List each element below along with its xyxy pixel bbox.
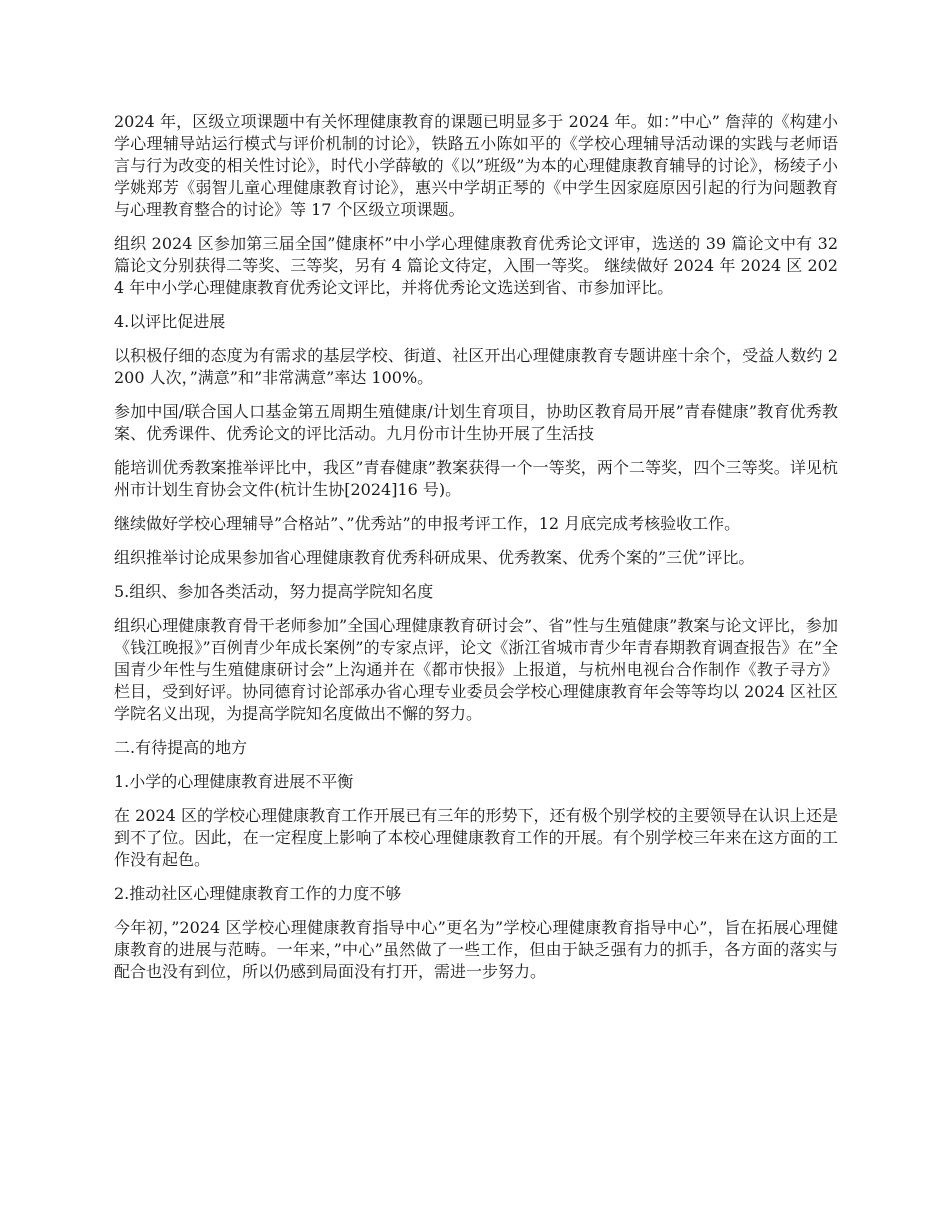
paragraph-three-excellence: 组织推举讨论成果参加省心理健康教育优秀科研成果、优秀教案、优秀个案的”三优”评比。 bbox=[114, 548, 755, 567]
section-heading-4: 4.以评比促进展 bbox=[114, 312, 226, 331]
document-body bbox=[114, 111, 838, 995]
subheading-uneven-development: 1.小学的心理健康教育进展不平衡 bbox=[114, 772, 354, 791]
paragraph-un-project: 参加中国/联合国人口基金第五周期生殖健康/计划生育项目，协助区教育局开展”青春健康”教育优秀教案、优秀课件、优秀论文的评比活动。九月份市计生协开展了生活技 bbox=[114, 402, 838, 443]
paragraph-community-effort: 今年初，”2024 区学校心理健康教育指导中心”更名为”学校心理健康教育指导中心”，旨在拓展心理健康教育的进展与范畴。一年来，”中心”虽然做了一些工作，但由于缺乏强有力的抓手，各方面的落实与配合也没有到位，所以仍感到局面没有打开，需进一步努力。 bbox=[114, 918, 838, 981]
section-heading-5: 5.组织、参加各类活动，努力提高学院知名度 bbox=[114, 582, 434, 601]
subheading-community-effort: 2.推动社区心理健康教育工作的力度不够 bbox=[114, 884, 402, 903]
paragraph-activities: 组织心理健康教育骨干老师参加”全国心理健康教育研讨会”、省”性与生殖健康”教案与论文评比，参加《钱江晚报》”百例青少年成长案例”的专家点评，论文《浙江省城市青少年青春期教育调查报告》在”全国青少年性与生殖健康研讨会”上沟通并在《都市快报》上报道，与杭州电视台合作制作《教子寻方》栏目，受到好评。协同德育讨论部承办省心理专业委员会学校心理健康教育年会等等均以 2024 区社区学院名义出现，为提高学院知名度做出不懈的努力。 bbox=[114, 616, 838, 723]
section-heading-improvements: 二.有待提高的地方 bbox=[114, 738, 248, 757]
paragraph-uneven-development: 在 2024 区的学校心理健康教育工作开展已有三年的形势下，还有极个别学校的主要领导在认识上还是到不了位。因此，在一定程度上影响了本校心理健康教育工作的开展。有个别学校三年来在这方面的工作没有起色。 bbox=[114, 806, 838, 869]
paragraph-lectures: 以积极仔细的态度为有需求的基层学校、街道、社区开出心理健康教育专题讲座十余个，受益人数约 2200 人次，”满意”和”非常满意”率达 100%。 bbox=[114, 346, 838, 387]
paragraph-lesson-plan-awards: 能培训优秀教案推举评比中，我区”青春健康”教案获得一个一等奖，两个二等奖，四个三等奖。详见杭州市计划生育协会文件(杭计生协[2024]16 号)。 bbox=[114, 458, 838, 499]
paragraph-essay-competition: 组织 2024 区参加第三届全国”健康杯”中小学心理健康教育优秀论文评审，选送的 39 篇论文中有 32 篇论文分别获得二等奖、三等奖，另有 4 篇论文待定，入围一等奖。 继续做好 2024 年 2024 区 2024 年中小学心理健康教育优秀论文评比，并将优秀论文选送到省、市参加评比。 bbox=[114, 234, 838, 297]
paragraph-counseling-station: 继续做好学校心理辅导”合格站”、”优秀站”的申报考评工作，12 月底完成考核验收工作。 bbox=[114, 514, 741, 533]
paragraph-research-topics: 2024 年，区级立项课题中有关怀理健康教育的课题已明显多于 2024 年。如：”中心” 詹萍的《构建小学心理辅导站运行模式与评价机制的讨论》，铁路五小陈如平的《学校心理辅导活动课的实践与老师语言与行为改变的相关性讨论》，时代小学薛敏的《以”班级”为本的心理健康教育辅导的讨论》，杨绫子小学姚郑芳《弱智儿童心理健康教育讨论》，惠兴中学胡正琴的《中学生因家庭原因引起的行为问题教育与心理教育整合的讨论》等 17 个区级立项课题。 bbox=[114, 112, 838, 219]
